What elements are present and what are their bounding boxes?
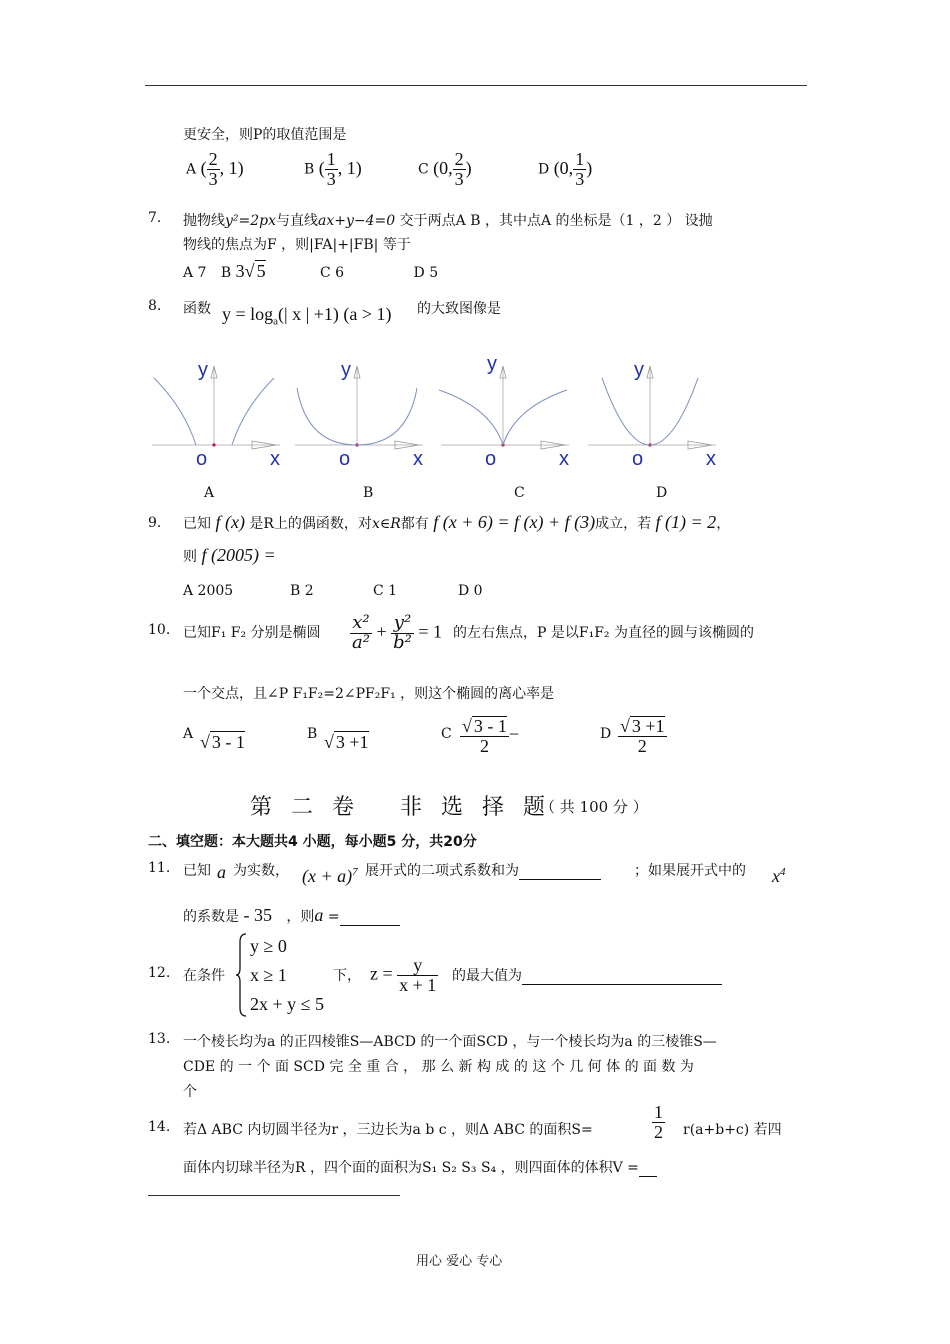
- q8-suffix: 的大致图像是: [417, 301, 501, 317]
- q8-formula: $y = \log_a(|$ x | +1) (a > 1): [222, 304, 392, 328]
- q10-ellipse-equation: $\frac{\text{x²}}{\text{a²}}$ + $\frac{\text{y²}}{\text{b²}}$ = 1: [352, 612, 443, 653]
- q9-number: 9.: [148, 515, 162, 531]
- q11-line2: 的系数是 - 35 ，则a =: [183, 905, 400, 926]
- q10-line1a: 已知F₁ F₂ 分别是椭圆: [183, 625, 321, 641]
- q14-line1a: 若Δ ABC 内切圆半径为r ，三边长为a b c ，则Δ ABC 的面积S=: [183, 1122, 593, 1138]
- q12-cond1: y ≥ 0: [250, 936, 287, 956]
- graph-label-c: C: [514, 485, 525, 501]
- q7-option-d: D 5: [413, 265, 439, 281]
- section2-title-b: 非 选 择 题: [400, 795, 551, 820]
- q7-option-b-value: 3√ 5: [235, 261, 266, 281]
- graph-c-y-label: y: [487, 353, 497, 375]
- q10-option-d-letter: D: [600, 726, 612, 742]
- q12-cond3: 2x + y ≤ 5: [250, 994, 325, 1014]
- q8-prefix: 函数: [183, 301, 211, 317]
- q8-graph-labels: [0, 485, 950, 505]
- q6-option-a: A ( $\frac{2}{3}$ , 1): [186, 149, 244, 189]
- section2-title-c: （ 共 100 分 ）: [540, 798, 648, 816]
- graph-label-d: D: [656, 485, 668, 501]
- q7-line1: 抛物线y²=2px与直线ax+y−4=0 交于两点A B ，其中点A 的坐标是（1 ，2 ） 设抛: [183, 213, 713, 229]
- q8-number: 8.: [148, 298, 162, 314]
- q7-option-a: A 7: [183, 265, 207, 281]
- q14-line2: 面体内切球半径为R ，四个面的面积为S₁ S₂ S₃ S₄ ，则四面体的体积V =: [183, 1157, 657, 1177]
- q14-line1b: r(a+b+c) 若四: [683, 1122, 782, 1138]
- q12-brace: [234, 932, 248, 1018]
- graph-a-o-label: o: [196, 448, 208, 470]
- q11-a4: ；如果展开式中的: [634, 863, 746, 879]
- q14-frac: $\frac{1}{2}$: [654, 1102, 663, 1142]
- q7-options: [183, 260, 438, 282]
- q7-line2: 物线的焦点为F ，则|FA|+|FB| 等于: [183, 237, 411, 253]
- q12-a2: 下，: [333, 968, 361, 984]
- section2-heading: 二、填空题：本大题共4 小题，每小题5 分，共20分: [148, 834, 477, 850]
- graph-a-y-label: y: [198, 359, 208, 381]
- q11-a3: 展开式的二项式系数和为: [365, 860, 601, 880]
- q14-number: 14.: [148, 1119, 171, 1135]
- q12-cond2: x ≥ 1: [250, 965, 287, 985]
- q10-option-a: √ 3 - 1: [200, 732, 245, 752]
- q13-line1: 一个棱长均为a 的正四棱锥S—ABCD 的一个面SCD ，与一个棱长均为a 的三棱锥S—: [183, 1034, 717, 1050]
- graph-b-x-label: x: [413, 448, 423, 470]
- q10-option-b: √ 3 +1: [324, 732, 369, 752]
- q11-a2: 为实数，: [233, 863, 289, 879]
- q9-line2: 则 f (2005) =: [183, 545, 276, 565]
- q11-expr: $(x + a)^7$: [302, 866, 358, 886]
- q11-var-a: a: [217, 862, 226, 882]
- q11-x4: $x^4$: [772, 866, 786, 886]
- q10-line2: 一个交点，且∠P F₁F₂=2∠PF₂F₁ ，则这个椭圆的离心率是: [183, 686, 555, 702]
- q8-graphs: [150, 348, 730, 473]
- q6-option-c: C (0, $\frac{2}{3}$ ): [418, 149, 472, 189]
- footnote-rule: [148, 1195, 400, 1196]
- graph-b-y-label: y: [341, 359, 351, 381]
- graph-d-y-label: y: [634, 359, 644, 381]
- graph-d-x-label: x: [706, 448, 716, 470]
- q9-option-3: D 0: [458, 583, 483, 599]
- q11-number: 11.: [148, 860, 171, 876]
- q10-option-c: $\frac{√ 3 - 1}{2}$ −: [462, 716, 520, 756]
- q12-a1: 在条件: [183, 968, 225, 984]
- graph-c-o-label: o: [485, 448, 497, 470]
- q9-option-0: A 2005: [183, 583, 234, 599]
- q9-line1: 已知 f (x) 是R上的偶函数，对x∈R都有 f (x + 6) = f (x) + f (3)成立，若 f (1) = 2，: [183, 512, 731, 532]
- q6-option-b: B ( $\frac{1}{3}$ , 1): [304, 149, 362, 189]
- q9-option-2: C 1: [373, 583, 398, 599]
- q13-number: 13.: [148, 1031, 171, 1047]
- q6-option-d: D (0, $\frac{1}{3}$ ): [538, 149, 593, 189]
- graph-a-x-label: x: [270, 448, 280, 470]
- q7-option-b: B: [220, 265, 232, 281]
- graph-label-b: B: [363, 485, 374, 501]
- q6-tail: 更安全，则P的取值范围是: [183, 127, 347, 143]
- q10-line1b: 的左右焦点，P 是以F₁F₂ 为直径的圆与该椭圆的: [453, 625, 754, 641]
- q10-number: 10.: [148, 622, 171, 638]
- q7-number: 7.: [148, 210, 162, 226]
- q13-line2: CDE 的 一 个 面 SCD 完 全 重 合 ， 那 么 新 构 成 的 这 个 几 何 体 的 面 数 为: [183, 1059, 694, 1075]
- graph-b-o-label: o: [339, 448, 351, 470]
- q10-option-d: $\frac{√ 3 +1}{2}$: [620, 716, 665, 756]
- q10-option-b-letter: B: [307, 726, 318, 742]
- graph-a-origin-dot: [212, 443, 215, 446]
- q10-option-c-letter: C: [441, 726, 452, 742]
- q12-a3: 的最大值为: [452, 965, 722, 985]
- section2-title-a: 第 二 卷: [250, 795, 360, 820]
- graph-d-o-label: o: [632, 448, 644, 470]
- q11-a1: 已知: [183, 863, 211, 879]
- q13-line3: 个: [183, 1084, 197, 1100]
- graph-label-a: A: [204, 485, 215, 501]
- graph-c-x-label: x: [559, 448, 569, 470]
- q12-objective: z = $\frac{y}{x + 1}$: [370, 955, 437, 995]
- footer: 用心 爱心 专心: [416, 1254, 503, 1269]
- q7-option-c: C 6: [320, 265, 345, 281]
- q10-option-a-letter: A: [183, 726, 194, 742]
- q12-number: 12.: [148, 965, 171, 981]
- header-rule: [145, 85, 807, 86]
- q9-option-1: B 2: [290, 583, 314, 599]
